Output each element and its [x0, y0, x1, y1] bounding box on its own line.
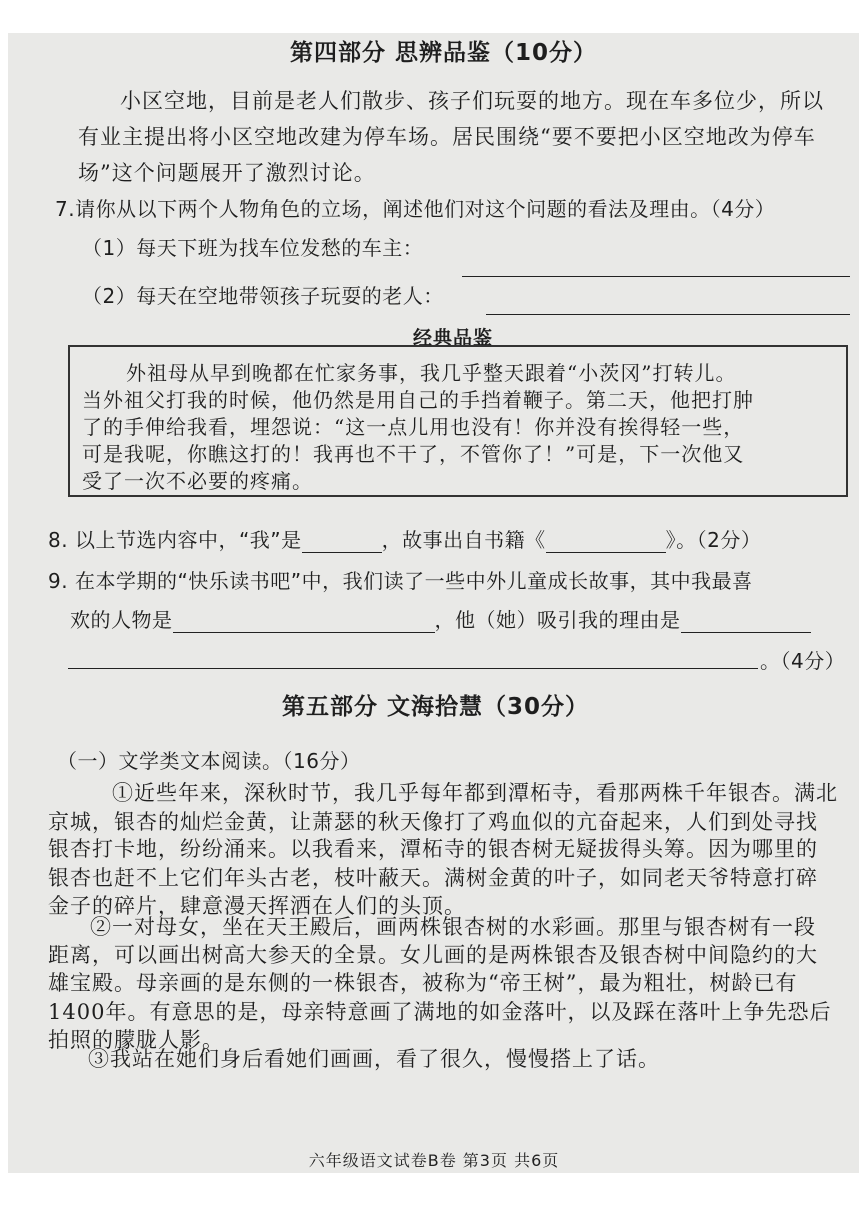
q9-blank-reason[interactable] [681, 612, 811, 633]
q9-blank-character[interactable] [173, 612, 435, 633]
q9-line-2 [70, 607, 811, 633]
q9-score: 。（4分） [760, 649, 846, 673]
section4-title: 第四部分 思辨品鉴（10分） [290, 40, 598, 66]
q9-line-1: 9. 在本学期的“快乐读书吧”中，我们读了一些中外儿童成长故事，其中我最喜 [48, 569, 753, 593]
q8-blank-narrator[interactable] [302, 532, 382, 553]
q8-text-b: ，故事出自书籍《 [381, 528, 546, 552]
para-line-3: 银杏打卡地，纷纷涌来。以我看来，潭柘寺的银杏树无疑拔得头筹。因为哪里的 [48, 837, 818, 861]
q7-item-2: （2）每天在空地带领孩子玩耍的老人： [82, 284, 444, 308]
para-line-4: 银杏也赶不上它们年头古老，枝叶蔽天。满树金黄的叶子，如同老天爷特意打碎 [48, 866, 818, 890]
q8-text-a: 8. 以上节选内容中，“我”是 [48, 528, 302, 552]
classic-title: 经典品鉴 [413, 327, 494, 349]
excerpt-line-2: 当外祖父打我的时候，他仍然是用自己的手挡着鞭子。第二天，他把打肿 [82, 388, 754, 412]
para-line-9: 1400年。有意思的是，母亲特意画了满地的如金落叶，以及踩在落叶上争先恐后 [48, 1000, 832, 1024]
q7-answer-line-1[interactable] [462, 276, 850, 277]
excerpt-line-1: 外祖母从早到晚都在忙家务事，我几乎整天跟着“小茨冈”打转儿。 [126, 361, 737, 385]
q7-stem: 7.请你从以下两个人物角色的立场，阐述他们对这个问题的看法及理由。（4分） [55, 197, 776, 221]
q7-item-1: （1）每天下班为找车位发愁的车主： [82, 236, 424, 260]
para-line-2: 京城，银杏的灿烂金黄，让萧瑟的秋天像打了鸡血似的亢奋起来，人们到处寻找 [48, 810, 818, 834]
para-line-8: 雄宝殿。母亲画的是东侧的一株银杏，被称为“帝王树”，最为粗壮，树龄已有 [48, 971, 798, 995]
q9-text-b: ，他（她）吸引我的理由是 [434, 608, 681, 632]
para-line-1: ①近些年来，深秋时节，我几乎每年都到潭柘寺，看那两株千年银杏。满北 [112, 781, 838, 805]
para-line-11: ③我站在她们身后看她们画画，看了很久，慢慢搭上了话。 [88, 1047, 660, 1071]
page-footer: 六年级语文试卷B卷 第3页 共6页 [308, 1151, 560, 1170]
para-line-5: 金子的碎片，肆意漫天挥洒在人们的头顶。 [48, 894, 466, 918]
excerpt-line-4: 可是我呢，你瞧这打的！我再也不干了，不管你了！”可是，下一次他又 [82, 442, 745, 466]
reading-subtitle: （一）文学类文本阅读。（16分） [57, 749, 361, 773]
section5-title: 第五部分 文海拾慧（30分） [282, 694, 590, 720]
q7-answer-line-2[interactable] [486, 314, 850, 315]
q8-blank-book[interactable] [546, 532, 666, 553]
intro-line-1: 小区空地，目前是老人们散步、孩子们玩耍的地方。现在车多位少，所以 [120, 89, 824, 113]
excerpt-line-3: 了的手伸给我看，埋怨说：“这一点儿用也没有！你并没有挨得轻一些， [82, 415, 745, 439]
q9-answer-line[interactable] [68, 668, 758, 669]
q9-text-a: 欢的人物是 [70, 608, 173, 632]
para-line-10: 拍照的朦胧人影。 [48, 1028, 224, 1052]
q8 [48, 527, 761, 553]
intro-line-2: 有业主提出将小区空地改建为停车场。居民围绕“要不要把小区空地改为停车 [78, 125, 816, 149]
excerpt-line-5: 受了一次不必要的疼痛。 [82, 469, 313, 493]
q8-text-c: 》。（2分） [665, 528, 762, 552]
para-line-6: ②一对母女，坐在天王殿后，画两株银杏树的水彩画。那里与银杏树有一段 [90, 915, 816, 939]
para-line-7: 距离，可以画出树高大参天的全景。女儿画的是两株银杏及银杏树中间隐约的大 [48, 943, 818, 967]
intro-line-3: 场”这个问题展开了激烈讨论。 [78, 161, 376, 185]
